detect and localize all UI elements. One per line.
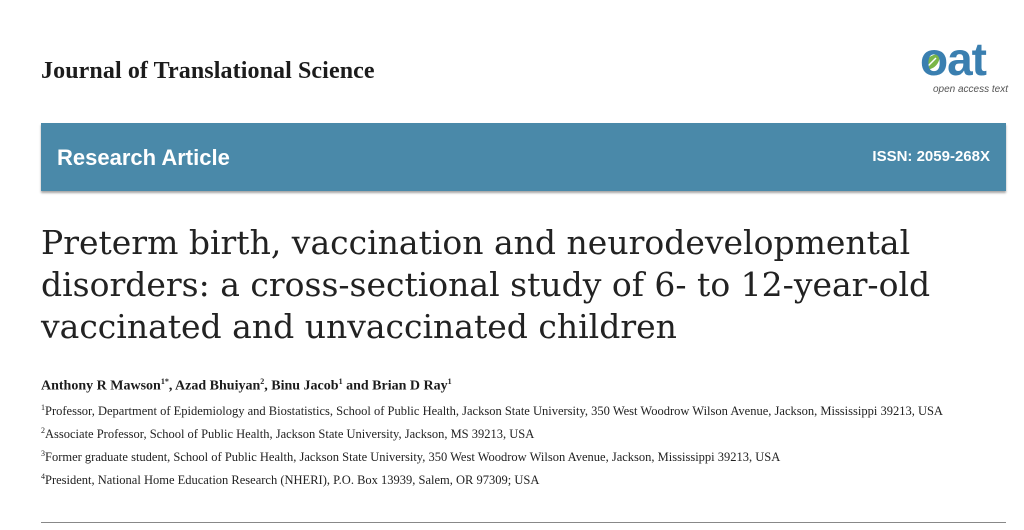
logo-tagline: open access text <box>932 84 1008 95</box>
article-banner <box>41 123 1006 191</box>
affiliation-item <box>41 426 1006 442</box>
author-name: Anthony R Mawson <box>41 378 161 394</box>
issn: ISSN: 2059-268X <box>872 148 990 165</box>
logo-word: oat <box>920 33 986 85</box>
paper-title: Preterm birth, vaccination and neurodevelopmental disorders: a cross-sectional study of 6- to 12-year-old vaccinated and unvaccinated children <box>41 223 931 346</box>
author-mark: 1* <box>160 377 169 386</box>
affiliation-text: Former graduate student, School of Public Health, Jackson State University, 350 West Woodrow Wilson Avenue, Jackson, Mississippi 39213, USA <box>45 450 781 464</box>
author-separator: , <box>168 378 176 394</box>
affiliation-number: 4 <box>41 471 45 481</box>
affiliation-list <box>41 403 1006 495</box>
author-mark: 1 <box>447 377 452 386</box>
author-list <box>41 377 452 395</box>
author-separator: , <box>264 378 272 394</box>
journal-title: Journal of Translational Science <box>41 58 375 84</box>
affiliation-number: 2 <box>41 425 45 435</box>
affiliation-item <box>41 472 1006 488</box>
affiliation-text: President, National Home Education Research (NHERI), P.O. Box 13939, Salem, OR 97309; USA <box>45 473 540 487</box>
author-mark: 1 <box>338 377 343 386</box>
section-divider <box>41 522 1006 523</box>
affiliation-number: 1 <box>41 402 45 412</box>
oat-logo <box>918 33 1010 98</box>
affiliation-item <box>41 449 1006 465</box>
author-name: Binu Jacob <box>271 378 339 394</box>
affiliation-number: 3 <box>41 448 45 458</box>
affiliation-item <box>41 403 1006 419</box>
author-mark: 2 <box>260 377 265 386</box>
author-name: Azad Bhuiyan <box>175 378 261 394</box>
affiliation-text: Professor, Department of Epidemiology and Biostatistics, School of Public Health, Jackson State University, 350 West Woodrow Wilson Avenue, Jackson, Mississippi 39213, USA <box>45 404 943 418</box>
article-type: Research Article <box>57 145 230 170</box>
author-separator: and <box>342 378 373 394</box>
author-name: Brian D Ray <box>372 378 448 394</box>
affiliation-text: Associate Professor, School of Public Health, Jackson State University, Jackson, MS 39213, USA <box>45 427 535 441</box>
